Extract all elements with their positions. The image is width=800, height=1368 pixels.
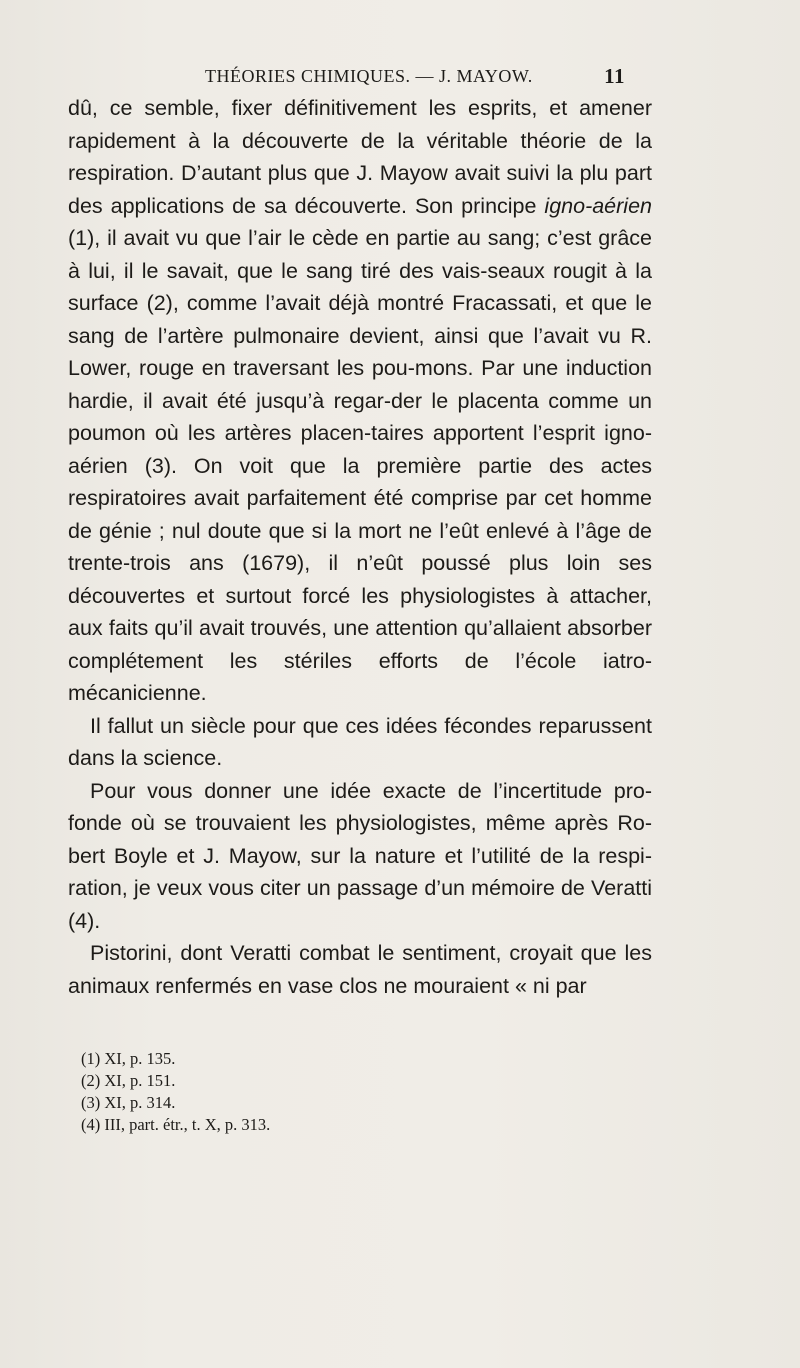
paragraph-1-part-1: dû, ce semble, fixer définitivement les esprits, et amener rapidement à la découverte de la véritable théorie de la respiration. D’autant plus que J. Mayow avait suivi la plu part des applications de sa découverte. Son principe [68, 96, 652, 218]
running-title: THÉORIES CHIMIQUES. — J. MAYOW. [205, 66, 533, 86]
page-number: 11 [604, 64, 625, 88]
paragraph-3-text: Pour vous donner une idée exacte de l’incertitude pro-fonde où se trouvaient les physiologistes, même après Ro-bert Boyle et J. Mayow, sur la nature et l’utilité de la respi-ration, je veux vous citer un passage d’un mémoire de Veratti (4). [68, 778, 652, 933]
footnotes [81, 1048, 581, 1136]
paragraph-1 [68, 92, 652, 710]
footnote-1: (1) XI, p. 135. [81, 1049, 176, 1068]
paragraph-2-text: Il fallut un siècle pour que ces idées fécondes reparussent dans la science. [68, 713, 652, 770]
body-text [68, 92, 652, 1002]
page-header [205, 66, 625, 92]
footnote-3: (3) XI, p. 314. [81, 1093, 176, 1112]
paragraph-2 [68, 710, 652, 775]
paragraph-1-part-3: (1), il avait vu que l’air le cède en partie au sang; c’est grâce à lui, il le savait, que le sang tiré des vais-seaux rougit à la surface (2), comme l’avait déjà montré Fracassati, et que le sang de l’artère pulmonaire devient, ainsi que l’avait vu R. Lower, rouge en traversant les pou-mons. Par une induction hardie, il avait été jusqu’à regar-der le placenta comme un poumon où les artères placen-taires apportent l’esprit igno-aérien (3). On voit que la première partie des actes respiratoires avait parfaitement été comprise par cet homme de génie ; nul doute que si la mort ne l’eût enlevé à l’âge de trente-trois ans (1679), il n’eût poussé plus loin ses découvertes et surtout forcé les physiologistes à attacher, aux faits qu’il avait trouvés, une attention qu’allaient absorber complétement les stériles efforts de l’école iatro-mécanicienne. [68, 226, 652, 705]
paragraph-4-text: Pistorini, dont Veratti combat le sentiment, croyait que les animaux renfermés en vase clos ne mouraient « ni par [68, 941, 652, 998]
paragraph-1-italic-term: igno-aérien [544, 193, 652, 218]
paragraph-4 [68, 937, 652, 1002]
footnote-4: (4) III, part. étr., t. X, p. 313. [81, 1115, 271, 1134]
paragraph-3 [68, 775, 652, 938]
footnote-2: (2) XI, p. 151. [81, 1071, 176, 1090]
